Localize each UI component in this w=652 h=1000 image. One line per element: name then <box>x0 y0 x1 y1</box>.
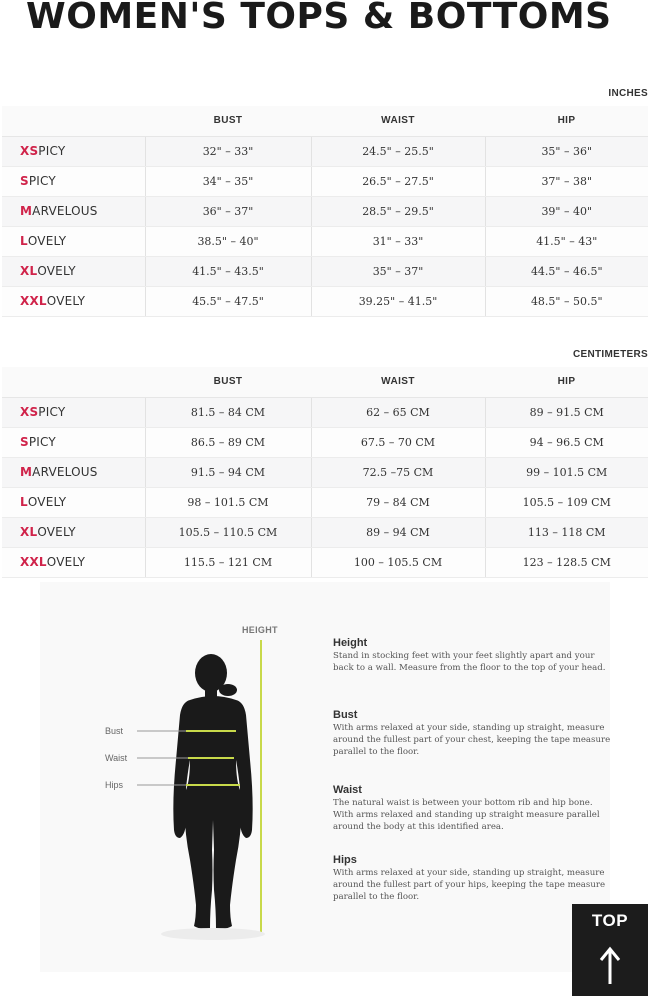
bust-value-cell: 38.5" – 40" <box>145 226 311 256</box>
header-bust: BUST <box>145 367 311 397</box>
size-name-accent: M <box>20 204 33 218</box>
arrow-up-icon <box>598 946 622 986</box>
hip-value-cell: 48.5" – 50.5" <box>485 286 648 316</box>
hips-instruction-title: Hips <box>333 854 357 866</box>
bust-value-cell: 36" – 37" <box>145 196 311 226</box>
cm-unit-label: CENTIMETERS <box>573 349 648 360</box>
header-hip: HIP <box>485 106 648 136</box>
hip-value-cell: 41.5" – 43" <box>485 226 648 256</box>
hip-value-cell: 99 – 101.5 CM <box>485 457 648 487</box>
bust-instruction-text: With arms relaxed at your side, standing up straight, measure around the fullest part of your chest, keeping the tape measure parallel to the floor. <box>333 723 611 758</box>
size-name-rest: OVELY <box>46 555 86 569</box>
bust-value-cell: 45.5" – 47.5" <box>145 286 311 316</box>
waist-instructions <box>333 784 613 834</box>
size-name-accent: L <box>20 234 28 248</box>
waist-value-cell: 26.5" – 27.5" <box>311 166 485 196</box>
size-name-rest: OVELY <box>46 294 86 308</box>
header-hip: HIP <box>485 367 648 397</box>
waist-value-cell: 89 – 94 CM <box>311 517 485 547</box>
bust-value-cell: 41.5" – 43.5" <box>145 256 311 286</box>
hips-instructions <box>333 854 613 904</box>
waist-value-cell: 72.5 –75 CM <box>311 457 485 487</box>
hips-instruction-text: With arms relaxed at your side, standing up straight, measure around the fullest part of your hips, keeping the tape measure parallel to the floor. <box>333 868 606 903</box>
hip-value-cell: 123 – 128.5 CM <box>485 547 648 577</box>
waist-value-cell: 62 – 65 CM <box>311 397 485 427</box>
hip-value-cell: 94 – 96.5 CM <box>485 427 648 457</box>
bust-value-cell: 105.5 – 110.5 CM <box>145 517 311 547</box>
hip-value-cell: 113 – 118 CM <box>485 517 648 547</box>
size-name-rest: OVELY <box>27 234 67 248</box>
bust-value-cell: 91.5 – 94 CM <box>145 457 311 487</box>
back-to-top-label: TOP <box>591 911 629 930</box>
header-waist: WAIST <box>311 106 485 136</box>
height-label: HEIGHT <box>242 625 278 635</box>
hip-value-cell: 39" – 40" <box>485 196 648 226</box>
size-name-rest: OVELY <box>37 525 76 539</box>
size-name-accent: XXL <box>20 555 47 569</box>
woman-silhouette-icon <box>173 654 252 929</box>
size-name-rest: OVELY <box>37 264 76 278</box>
back-to-top-button[interactable] <box>572 904 648 996</box>
bust-value-cell: 98 – 101.5 CM <box>145 487 311 517</box>
size-name-rest: PICY <box>28 435 56 449</box>
hip-value-cell: 35" – 36" <box>485 136 648 166</box>
waist-value-cell: 31" – 33" <box>311 226 485 256</box>
size-name-rest: PICY <box>38 144 66 158</box>
header-bust: BUST <box>145 106 311 136</box>
hip-value-cell: 89 – 91.5 CM <box>485 397 648 427</box>
height-instructions <box>333 637 613 674</box>
bust-value-cell: 86.5 – 89 CM <box>145 427 311 457</box>
bust-label: Bust <box>105 726 124 736</box>
size-name-rest: OVELY <box>27 495 67 509</box>
hips-label: Hips <box>105 780 124 790</box>
waist-value-cell: 28.5" – 29.5" <box>311 196 485 226</box>
size-name-rest: PICY <box>28 174 56 188</box>
bust-value-cell: 34" – 35" <box>145 166 311 196</box>
waist-value-cell: 24.5" – 25.5" <box>311 136 485 166</box>
size-name-accent: M <box>20 465 33 479</box>
hip-value-cell: 44.5" – 46.5" <box>485 256 648 286</box>
floor-shadow <box>161 928 265 940</box>
waist-instruction-text: The natural waist is between your bottom rib and hip bone. With arms relaxed and standing up straight measure parallel around the body at this identified area. <box>333 798 600 833</box>
bust-instruction-title: Bust <box>333 709 358 721</box>
waist-value-cell: 100 – 105.5 CM <box>311 547 485 577</box>
size-name-accent: XL <box>20 525 38 539</box>
size-name-accent: S <box>20 174 29 188</box>
waist-instruction-title: Waist <box>333 784 362 796</box>
size-name-accent: XL <box>20 264 38 278</box>
size-name-accent: S <box>20 435 29 449</box>
bust-value-cell: 115.5 – 121 CM <box>145 547 311 577</box>
size-name-accent: XS <box>20 405 39 419</box>
height-instruction-text: Stand in stocking feet with your feet slightly apart and your back to a wall. Measure from the floor to the top of your head. <box>333 651 606 674</box>
size-name-rest: ARVELOUS <box>32 465 98 479</box>
size-name-accent: L <box>20 495 28 509</box>
size-name-accent: XS <box>20 144 39 158</box>
waist-value-cell: 79 – 84 CM <box>311 487 485 517</box>
hip-value-cell: 105.5 – 109 CM <box>485 487 648 517</box>
bust-value-cell: 32" – 33" <box>145 136 311 166</box>
hip-value-cell: 37" – 38" <box>485 166 648 196</box>
height-instruction-title: Height <box>333 637 368 649</box>
waist-label: Waist <box>105 753 128 763</box>
header-waist: WAIST <box>311 367 485 397</box>
bust-instructions <box>333 709 613 759</box>
page-title: WOMEN'S TOPS & BOTTOMS <box>26 0 612 37</box>
size-name-accent: XXL <box>20 294 47 308</box>
inches-unit-label: INCHES <box>608 88 648 99</box>
waist-value-cell: 67.5 – 70 CM <box>311 427 485 457</box>
size-name-rest: PICY <box>38 405 66 419</box>
size-name-rest: ARVELOUS <box>32 204 98 218</box>
bust-value-cell: 81.5 – 84 CM <box>145 397 311 427</box>
waist-value-cell: 39.25" – 41.5" <box>311 286 485 316</box>
waist-value-cell: 35" – 37" <box>311 256 485 286</box>
